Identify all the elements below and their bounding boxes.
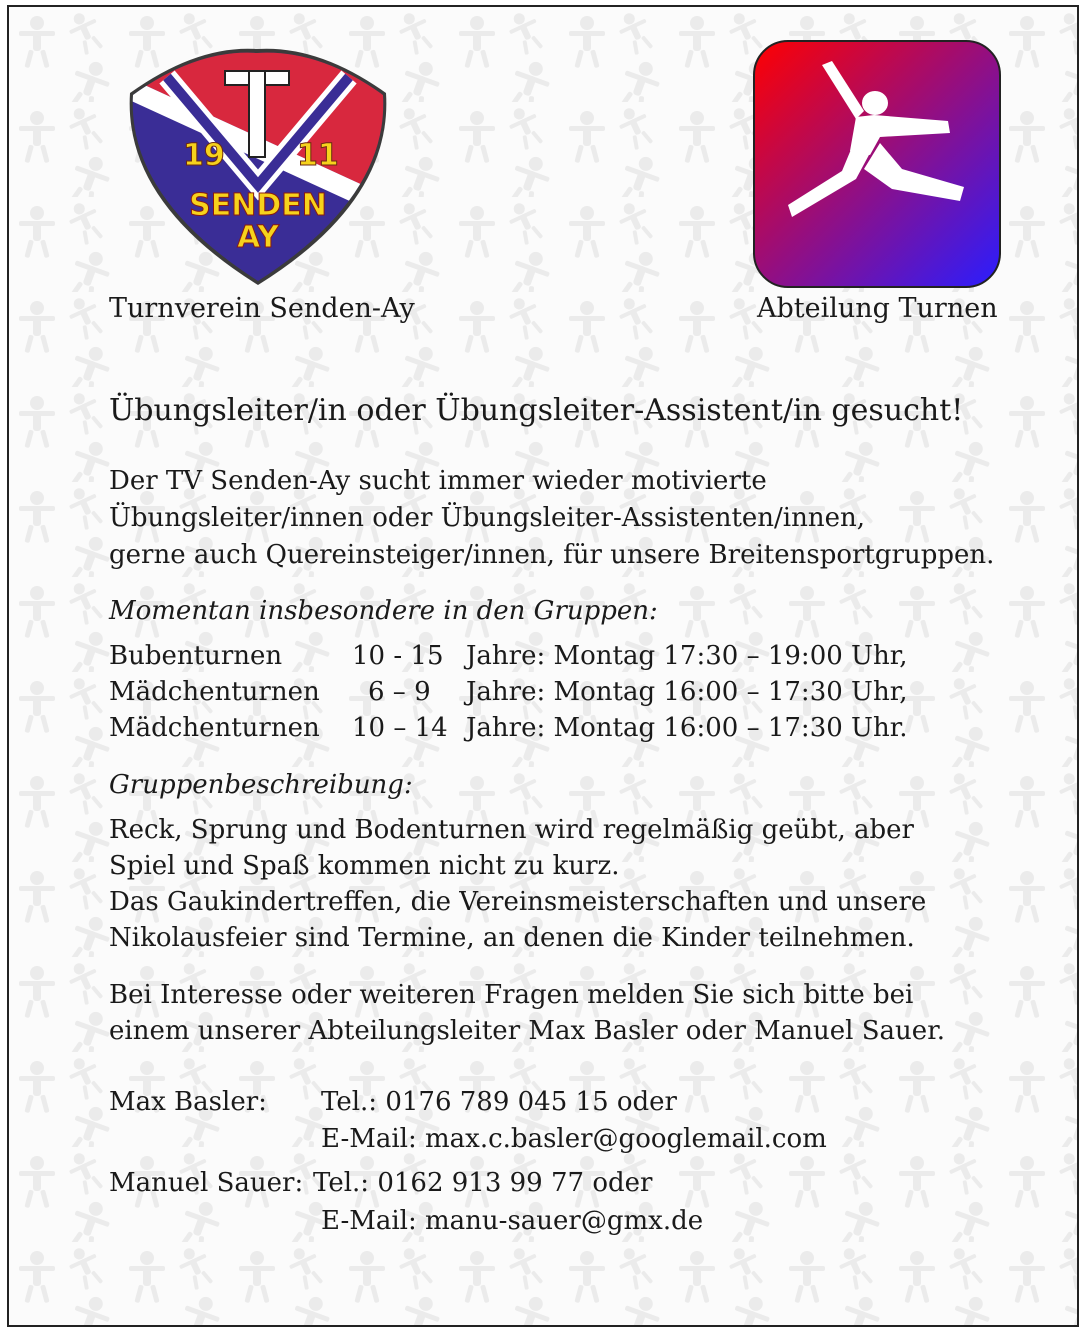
description-line-2: Spiel und Spaß kommen nicht zu kurz.: [109, 851, 620, 881]
intro-line-3: gerne auch Quereinsteiger/innen, für unsere Breitensportgruppen.: [109, 540, 995, 570]
intro-line-1: Der TV Senden-Ay sucht immer wieder motivierte: [109, 466, 767, 496]
flyer-frame: [7, 5, 1079, 1327]
club-shield-logo: [127, 47, 389, 285]
group-ages: 6 – 9: [368, 677, 431, 707]
description-line-3: Das Gaukindertreffen, die Vereinsmeisterschaften und unsere: [109, 887, 927, 917]
intro-line-2: Übungsleiter/innen oder Übungsleiter-Assistenten/innen,: [109, 503, 865, 533]
group-schedule: Jahre: Montag 16:00 – 17:30 Uhr.: [466, 713, 908, 743]
shield-year-left: 19: [183, 138, 225, 173]
contact-label: Manuel Sauer:: [109, 1168, 304, 1198]
groups-heading: Momentan insbesondere in den Gruppen:: [109, 596, 658, 626]
group-name: Mädchenturnen: [109, 677, 320, 707]
contact-phone: Tel.: 0176 789 045 15 oder: [321, 1087, 677, 1117]
department-badge-logo: [752, 39, 1002, 289]
description-line-1: Reck, Sprung und Bodenturnen wird regelmäßig geübt, aber: [109, 815, 914, 845]
description-heading: Gruppenbeschreibung:: [109, 770, 413, 800]
group-name: Mädchenturnen: [109, 713, 320, 743]
contact-email: E-Mail: max.c.basler@googlemail.com: [321, 1124, 827, 1154]
department-caption: Abteilung Turnen: [757, 293, 998, 324]
contact-phone: Tel.: 0162 913 99 77 oder: [313, 1168, 653, 1198]
headline: Übungsleiter/in oder Übungsleiter-Assistent/in gesucht!: [109, 393, 964, 428]
contact-intro-line-1: Bei Interesse oder weiteren Fragen melden Sie sich bitte bei: [109, 980, 914, 1010]
group-schedule: Jahre: Montag 16:00 – 17:30 Uhr,: [466, 677, 908, 707]
group-ages: 10 - 15: [352, 641, 444, 671]
contact-label: Max Basler:: [109, 1087, 267, 1117]
group-schedule: Jahre: Montag 17:30 – 19:00 Uhr,: [466, 641, 908, 671]
shield-name-line1: SENDEN: [189, 188, 327, 223]
description-line-4: Nikolausfeier sind Termine, an denen die Kinder teilnehmen.: [109, 923, 915, 953]
contact-intro-line-2: einem unserer Abteilungsleiter Max Basler oder Manuel Sauer.: [109, 1016, 946, 1046]
club-caption: Turnverein Senden-Ay: [109, 293, 415, 324]
group-name: Bubenturnen: [109, 641, 283, 671]
shield-year-right: 11: [297, 138, 339, 173]
contact-email: E-Mail: manu-sauer@gmx.de: [321, 1206, 704, 1236]
group-ages: 10 – 14: [352, 713, 448, 743]
shield-name-line2: AY: [236, 220, 280, 255]
